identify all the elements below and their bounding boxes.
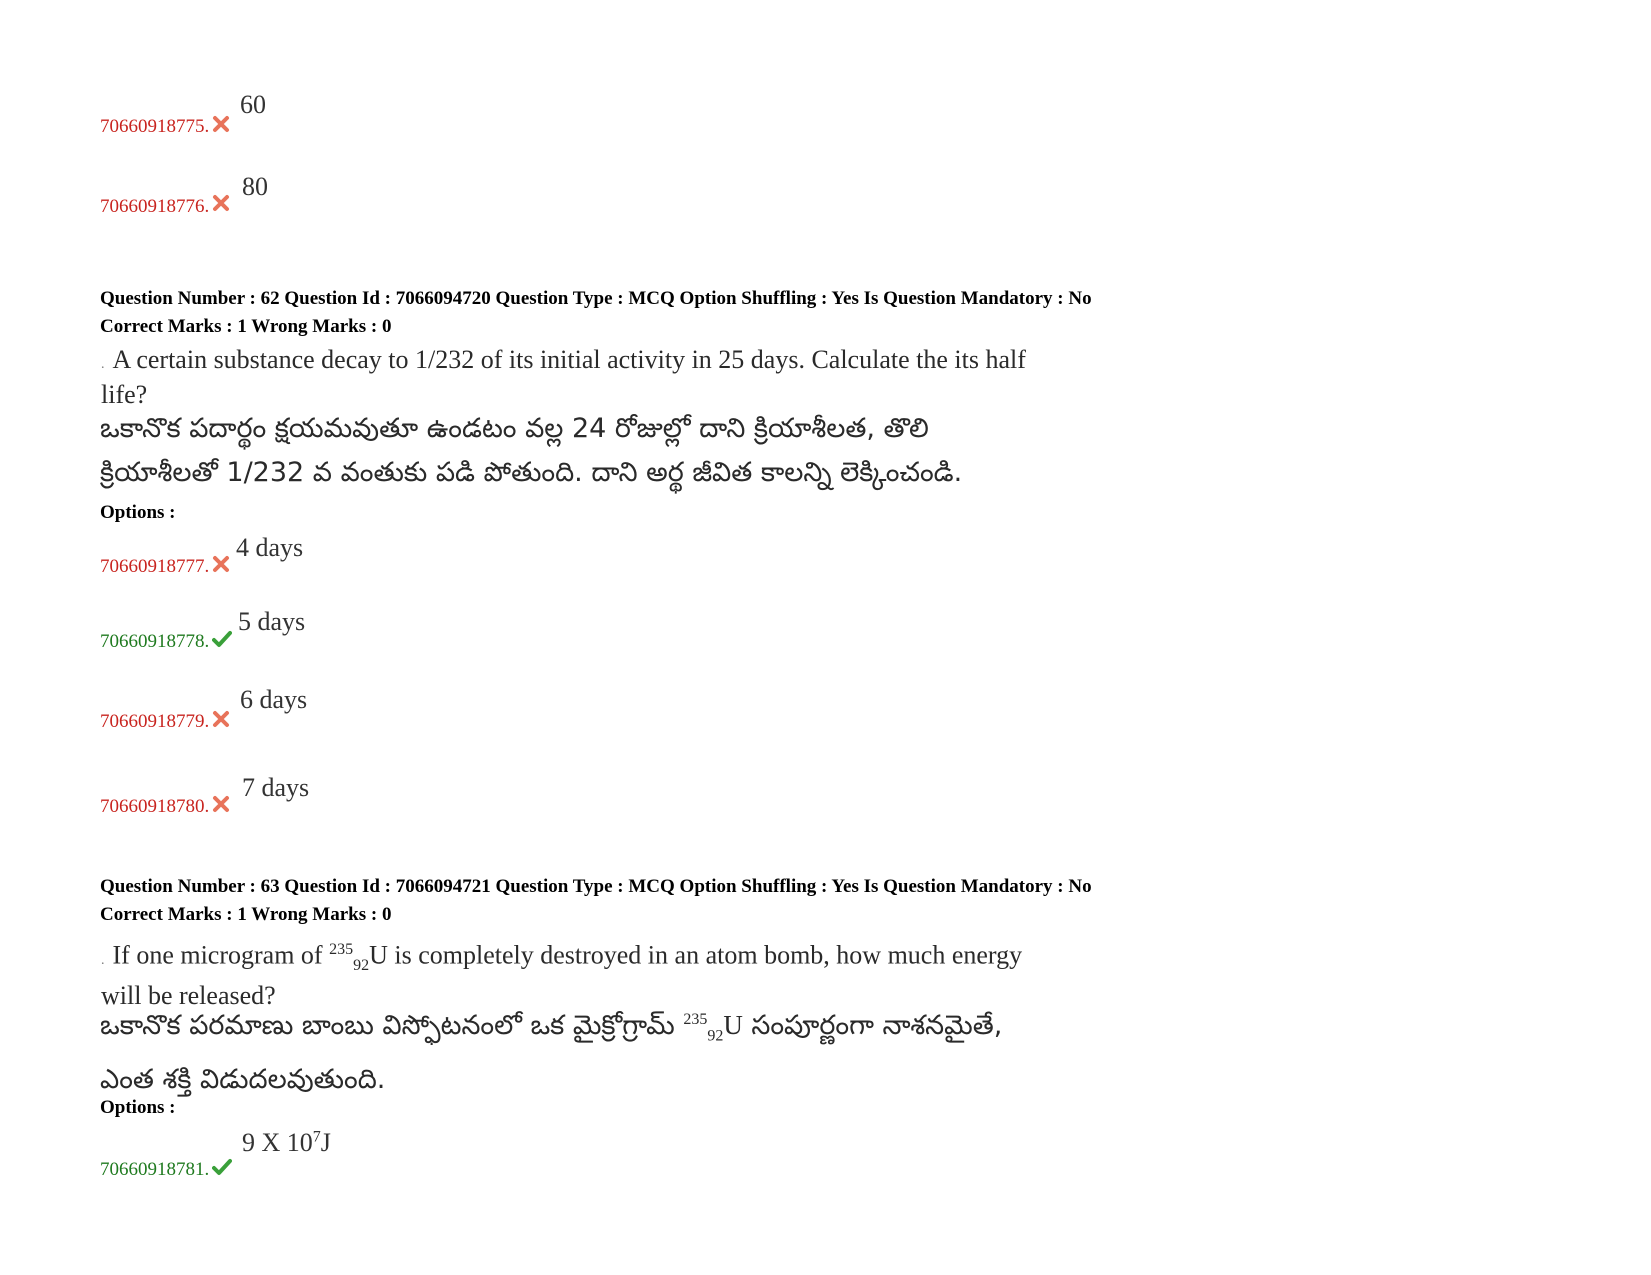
- question-text-segment: is completely destroyed in an atom bomb, how much energy: [387, 940, 1023, 970]
- question-text-segment: ఒకానొక పరమాణు బాంబు విస్ఫోటనంలో ఒక మైక్రోగ్రామ్: [100, 1010, 684, 1041]
- options-label: Options :: [100, 502, 176, 523]
- question-text-segment: If one microgram of: [112, 940, 330, 970]
- cross-icon: [212, 710, 230, 728]
- question-marks: Correct Marks : 1 Wrong Marks : 0: [100, 316, 392, 337]
- question-text-line: ఒకానొక పదార్థం క్షయమవుతూ ఉండటం వల్ల 24 రోజుల్లో దాని క్రియాశీలత, తొలి: [100, 413, 929, 444]
- cross-icon: [212, 115, 230, 133]
- isotope-symbol: U: [723, 1010, 743, 1040]
- option-text: 5 days: [238, 607, 306, 636]
- option-text: [242, 1128, 331, 1158]
- option-id: 70660918779.: [100, 711, 210, 732]
- isotope-mass-number: 235: [683, 1011, 708, 1028]
- question-text-english: . If one microgram of $^{235}_{92}$U is completely destroyed in an atom bomb, how much energy will be released?: [101, 940, 1023, 1010]
- option-id: 70660918777.: [100, 556, 210, 577]
- cross-icon: [212, 795, 230, 813]
- question-text-english: . A certain substance decay to 1/232 of its initial activity in 25 days. Calculate the its half life?: [101, 345, 1026, 409]
- question-meta: Question Number : 63 Question Id : 7066094721 Question Type : MCQ Option Shuffling : Yes Is Question Mandatory : No: [100, 876, 1092, 897]
- isotope-mass-number: 235: [329, 941, 354, 958]
- option-id: 70660918781.: [100, 1159, 210, 1180]
- option-text: 6 days: [240, 685, 308, 714]
- option-text: 7 days: [242, 773, 310, 802]
- question-text-line: క్రియాశీలతో 1/232 వ వంతుకు పడి పోతుంది. దాని అర్థ జీవిత కాలన్ని లెక్కించండి.: [100, 457, 963, 488]
- option-id: 70660918780.: [100, 796, 210, 817]
- option-id: 70660918778.: [100, 631, 210, 652]
- option-id: 70660918776.: [100, 196, 210, 217]
- question-text-segment: సంపూర్ణంగా నాశనమైతే,: [742, 1010, 1003, 1041]
- isotope-atomic-number: 92: [707, 1027, 724, 1045]
- question-text-line: will be released?: [101, 980, 276, 1010]
- isotope-atomic-number: 92: [353, 956, 370, 974]
- cross-icon: [212, 555, 230, 573]
- option-text: 4 days: [236, 533, 304, 562]
- option-id: 70660918775.: [100, 116, 210, 137]
- cross-icon: [212, 194, 230, 212]
- question-text-telugu: [100, 998, 1100, 1102]
- isotope-symbol: U: [369, 940, 388, 970]
- options-label: Options :: [100, 1097, 176, 1118]
- option-text-base: 9 X 10: [242, 1128, 313, 1157]
- question-text-line: life?: [101, 380, 148, 409]
- question-marks: Correct Marks : 1 Wrong Marks : 0: [100, 904, 392, 925]
- option-text: 60: [240, 90, 266, 119]
- check-icon: [212, 1158, 232, 1176]
- question-text-telugu: [100, 407, 1100, 495]
- question-text-line: A certain substance decay to 1/232 of its initial activity in 25 days. Calculate the its half: [112, 345, 1026, 374]
- option-text-exponent: 7: [312, 1128, 321, 1146]
- question-text-line: ఎంత శక్తి విడుదలవుతుంది.: [100, 1064, 386, 1096]
- option-text: 80: [242, 172, 268, 201]
- check-icon: [212, 630, 232, 648]
- question-meta: Question Number : 62 Question Id : 7066094720 Question Type : MCQ Option Shuffling : Yes Is Question Mandatory : No: [100, 288, 1092, 309]
- option-text-unit: J: [320, 1128, 331, 1157]
